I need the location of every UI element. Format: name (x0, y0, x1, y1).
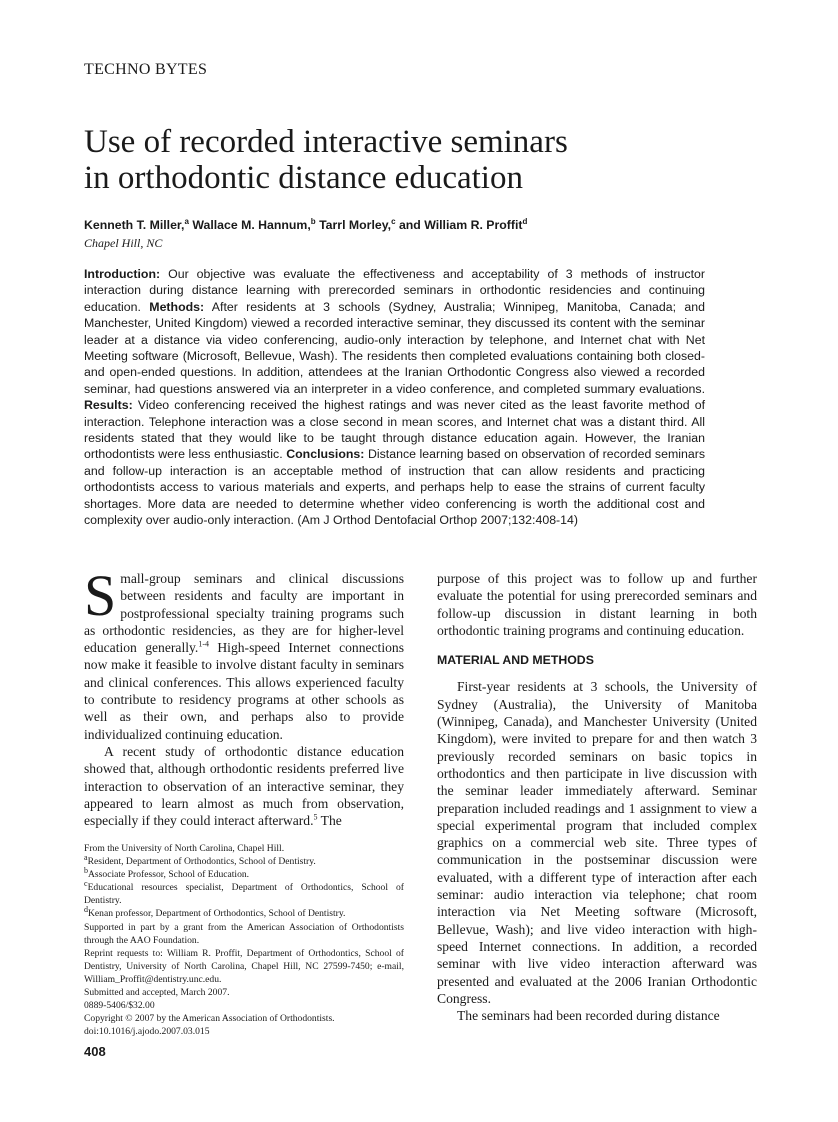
abstract-label-results: Results: (84, 398, 133, 413)
footnote (84, 868, 404, 881)
page-number: 408 (84, 1044, 106, 1059)
body-column-left (84, 563, 404, 829)
author-list (84, 218, 527, 232)
author: Kenneth T. Miller, (84, 218, 185, 232)
author-location: Chapel Hill, NC (84, 236, 163, 250)
footnote-text: Resident, Department of Orthodontics, School of Dentistry. (87, 856, 316, 868)
footnote-mark: c (84, 879, 88, 889)
footnote (84, 881, 404, 907)
body-paragraph (84, 743, 404, 829)
author: Tarrl Morley, (319, 218, 392, 232)
abstract (84, 266, 705, 529)
section-heading: MATERIAL AND METHODS (437, 653, 594, 668)
abstract-label-conclusions: Conclusions: (286, 447, 365, 462)
body-paragraph (84, 563, 404, 743)
drop-cap: S (84, 563, 117, 628)
title-line: in orthodontic distance education (84, 160, 523, 196)
abstract-label-methods: Methods: (149, 299, 205, 314)
footnote (84, 842, 404, 855)
footnote-text: doi:10.1016/j.ajodo.2007.03.015 (84, 1026, 210, 1038)
footnote-mark: b (84, 866, 88, 875)
footnote-text: Associate Professor, School of Education. (88, 869, 250, 881)
footnote-text: 0889-5406/$32.00 (84, 1000, 155, 1012)
body-paragraph: First-year residents at 3 schools, the University of Sydney (Australia), the University of Manitoba (Winnipeg, Canada), and Manchester University (United Kingdom), were invited to prepare for and then watch 3 previously recorded seminars on basic topics in orthodontics and then participate in live discussion with the seminar leader immediately afterward. Seminar preparation included readings and 1 assignment to view a special experimental program that included complex graphics on a commercial web site. Three types of communication in the postseminar discussion were evaluated, with a different type of interaction after each seminar: audio interaction via telephone; chat room interaction via Net Meeting software (Microsoft, Bellevue, Wash); and live video interaction with high-speed Internet connections. In addition, a recorded seminar with live video interaction afterward was presented and evaluated at the 2006 Iranian Orthodontic Congress. (437, 679, 757, 1006)
footnote (84, 986, 404, 999)
footnote-text: Copyright © 2007 by the American Association of Orthodontists. (84, 1013, 335, 1025)
footnote-text: Reprint requests to: William R. Proffit, Department of Orthodontics, School of Dentistry, University of North Carolina, Chapel Hill, NC 27599-7450; e-mail, William_Proffit@dentistry.unc.edu. (84, 947, 404, 985)
abstract-methods: After residents at 3 schools (Sydney, Australia; Winnipeg, Manitoba, Canada; and Manchester, United Kingdom) viewed a recorded interactive seminar, they discussed its content with the seminar leader at a distance via video conferencing, audio-only interaction by telephone, and Internet chat with Net Meeting software (Microsoft, Bellevue, Wash). The residents then completed evaluations containing both closed- and open-ended questions. In addition, attendees at the Iranian Orthodontic Congress also viewed a recorded seminar, had questions answered via an interpreter in a video conference, and completed summary evaluations. (84, 299, 705, 396)
abstract-results: Video conferencing received the highest ratings and was never cited as the least favorite method of interaction. Telephone interaction was a close second in mean scores, and Internet chat was a distant third. All residents stated that they would like to be taught through distance education again. However, the Iranian orthodontists were less enthusiastic. (84, 398, 705, 462)
citation-ref: 1-4 (198, 639, 209, 649)
author: Wallace M. Hannum, (192, 218, 311, 232)
title-line: Use of recorded interactive seminars (84, 124, 568, 160)
footnote-text: Educational resources specialist, Department of Orthodontics, School of Dentistry. (84, 882, 404, 907)
footnote (84, 1025, 404, 1038)
citation-ref: 5 (313, 812, 318, 822)
paragraph-text: A recent study of orthodontic distance education showed that, although orthodontic residents preferred live interaction to observation of an interactive seminar, they appeared to learn almost as much from observation, especially if they could interact afterward. (84, 743, 404, 829)
author-affiliation-mark: c (391, 216, 396, 226)
footnote (84, 907, 404, 920)
section-label: TECHNO BYTES (84, 61, 208, 78)
footnote-text: Supported in part by a grant from the American Association of Orthodontists through the AAO Foundation. (84, 921, 404, 946)
footnote-mark: a (84, 852, 88, 862)
article-title (84, 124, 734, 196)
abstract-conclusions: Distance learning based on observation of recorded seminars and follow-up interaction is an acceptable method of instruction that can allow residents and practicing orthodontists access to various materials and experts, and perhaps help to ease the strains of current faculty shortages. More data are needed to determine whether video conferencing is worth the additional cost and complexity over audio-only interaction. (Am J Orthod Dentofacial Orthop 2007;132:408-14) (84, 447, 705, 528)
author-affiliation-mark: b (310, 216, 316, 226)
author-affiliation-mark: d (522, 216, 528, 226)
paragraph-text: High-speed Internet connections now make it feasible to involve distant faculty in seminars and clinical conferences. This allows experienced faculty to contribute to residency programs at other schools as well as their own, and perhaps also to provide individualized continuing education. (84, 640, 404, 742)
footnote-text: Submitted and accepted, March 2007. (84, 987, 230, 999)
abstract-label-introduction: Introduction: (84, 267, 161, 281)
author: and William R. Proffit (398, 218, 523, 232)
body-paragraph: The seminars had been recorded during distance (457, 1008, 720, 1024)
footnote-text: Kenan professor, Department of Orthodontics, School of Dentistry. (88, 908, 346, 920)
footnote (84, 999, 404, 1012)
footnote-text: From the University of North Carolina, Chapel Hill. (84, 843, 285, 854)
body-paragraph: purpose of this project was to follow up and further evaluate the potential for using prerecorded seminars and follow-up discussion in distant learning in both orthodontic training programs and continuing education. (437, 571, 757, 638)
footnote (84, 921, 404, 947)
footnote (84, 852, 404, 868)
abstract-introduction: Our objective was evaluate the effectiveness and acceptability of 3 methods of instructor interaction during distance learning with prerecorded seminars in orthodontic residencies and continuing education. (84, 267, 705, 314)
footnotes (84, 842, 404, 1038)
footnote-mark: d (84, 905, 88, 915)
footnote (84, 1012, 404, 1025)
body-column-right (437, 570, 757, 1024)
author-affiliation-mark: a (184, 216, 189, 226)
footnote (84, 947, 404, 986)
paragraph-text: The (317, 813, 342, 829)
paragraph-text: mall-group seminars and clinical discussions between residents and faculty are important in postprofessional specialty training programs such as orthodontic residencies, as they are for higher-level education generally. (84, 571, 404, 656)
